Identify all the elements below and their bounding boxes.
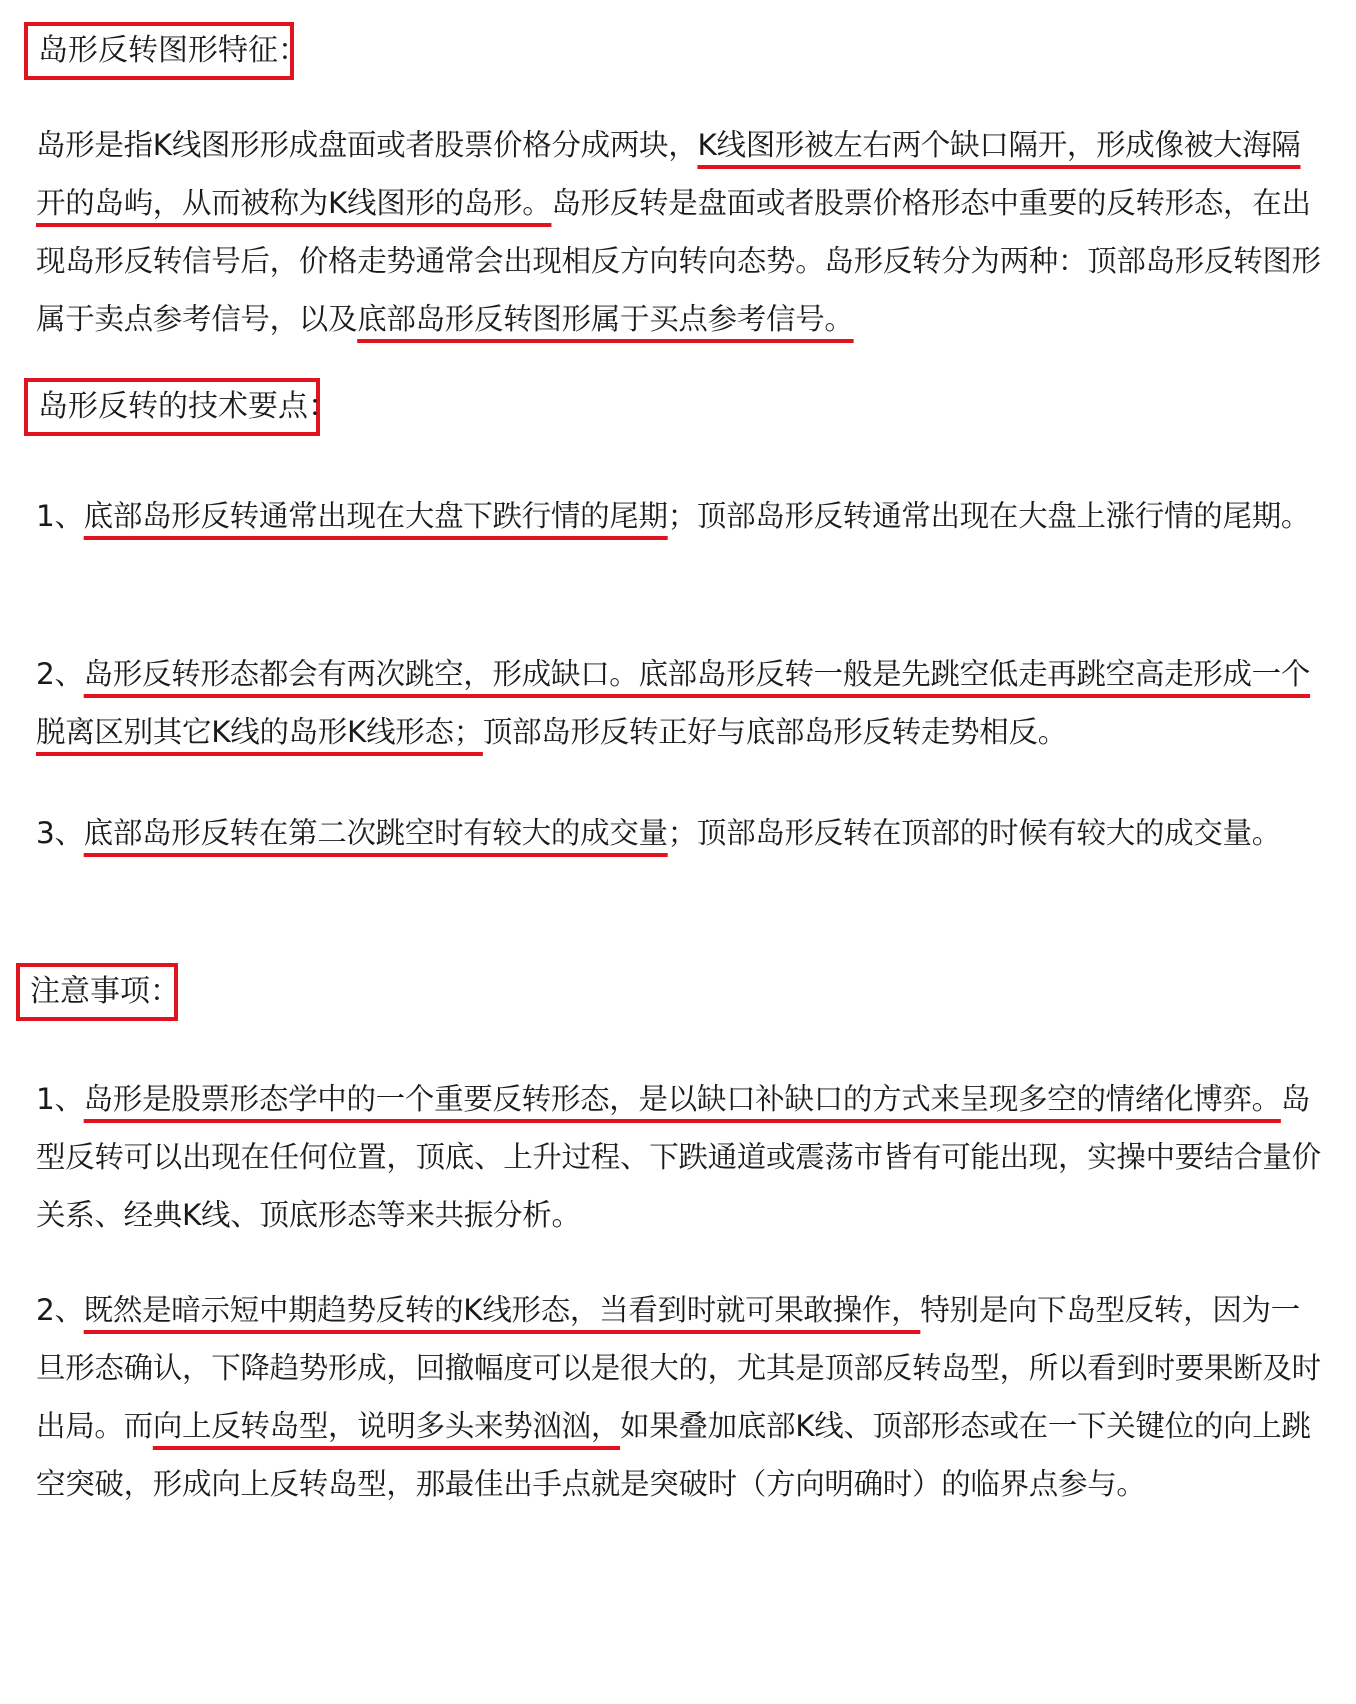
technical-item-2: [36, 645, 1326, 761]
technical-item-1: [36, 487, 1326, 545]
features-heading-text: 岛形反转图形特征：: [38, 33, 308, 68]
technical-item-2-text-a: 岛形反转形态都会有两次跳空，形成缺口。底部岛形反转一般是先跳空低走再跳空高走形成一个脱离区别其它K线的岛形K线形态；: [36, 657, 1311, 749]
technical-item-3: [36, 804, 1326, 862]
features-paragraph: [36, 116, 1326, 348]
features-text-b: K线图形被左右两个缺口隔开，形成像被大海隔开的岛屿，从而被称为K线图形的岛形。: [36, 128, 1301, 220]
notes-heading: [16, 963, 178, 1021]
technical-item-2-number: 2、: [36, 657, 84, 691]
technical-item-3-text-a: 底部岛形反转在第二次跳空时有较大的成交量: [83, 816, 668, 850]
notes-item-2-text-b: 特别是向下岛型反转，因为一旦形态确认，下降趋势形成，回撤幅度可以是很大的，尤其是顶部反转岛型，所以看到时要果断及时出局。而: [36, 1293, 1321, 1443]
notes-item-1-text-b: 岛型反转可以出现在任何位置，顶底、上升过程、下跌通道或震荡市皆有可能出现，实操中要结合量价关系、经典K线、顶底形态等来共振分析。: [36, 1082, 1321, 1232]
technical-item-1-number: 1、: [36, 499, 84, 533]
notes-item-2: [36, 1281, 1326, 1513]
notes-item-1-text-a: 岛形是股票形态学中的一个重要反转形态，是以缺口补缺口的方式来呈现多空的情绪化博弈。: [83, 1082, 1281, 1116]
notes-item-2-text-d: 如果叠加底部K线、顶部形态或在一下关键位的向上跳空突破，形成向上反转岛型，那最佳出手点就是突破时（方向明确时）的临界点参与。: [36, 1409, 1311, 1501]
notes-item-2-text-a: 既然是暗示短中期趋势反转的K线形态，当看到时就可果敢操作，: [83, 1293, 921, 1327]
notes-item-2-number: 2、: [36, 1293, 84, 1327]
features-heading: [24, 22, 308, 80]
notes-item-1: [36, 1070, 1326, 1244]
technical-item-1-text-b: ；顶部岛形反转通常出现在大盘上涨行情的尾期。: [667, 499, 1311, 533]
notes-item-2-text-c: 向上反转岛型，说明多头来势汹汹，: [152, 1409, 621, 1443]
technical-item-3-text-b: ；顶部岛形反转在顶部的时候有较大的成交量。: [667, 816, 1281, 850]
features-text-d: 底部岛形反转图形属于买点参考信号。: [357, 302, 854, 336]
technical-item-3-number: 3、: [36, 816, 84, 850]
technical-heading: [24, 378, 338, 436]
features-text-c: 岛形反转是盘面或者股票价格形态中重要的反转形态，在出现岛形反转信号后，价格走势通常会出现相反方向转向态势。岛形反转分为两种：顶部岛形反转图形属于卖点参考信号，以及: [36, 186, 1321, 336]
notes-heading-text: 注意事项：: [30, 974, 180, 1009]
features-text-a: 岛形是指K线图形形成盘面或者股票价格分成两块，: [36, 128, 698, 162]
technical-item-2-text-b: 顶部岛形反转正好与底部岛形反转走势相反。: [482, 715, 1067, 749]
technical-item-1-text-a: 底部岛形反转通常出现在大盘下跌行情的尾期: [83, 499, 668, 533]
notes-item-1-number: 1、: [36, 1082, 84, 1116]
technical-heading-text: 岛形反转的技术要点：: [38, 389, 338, 424]
